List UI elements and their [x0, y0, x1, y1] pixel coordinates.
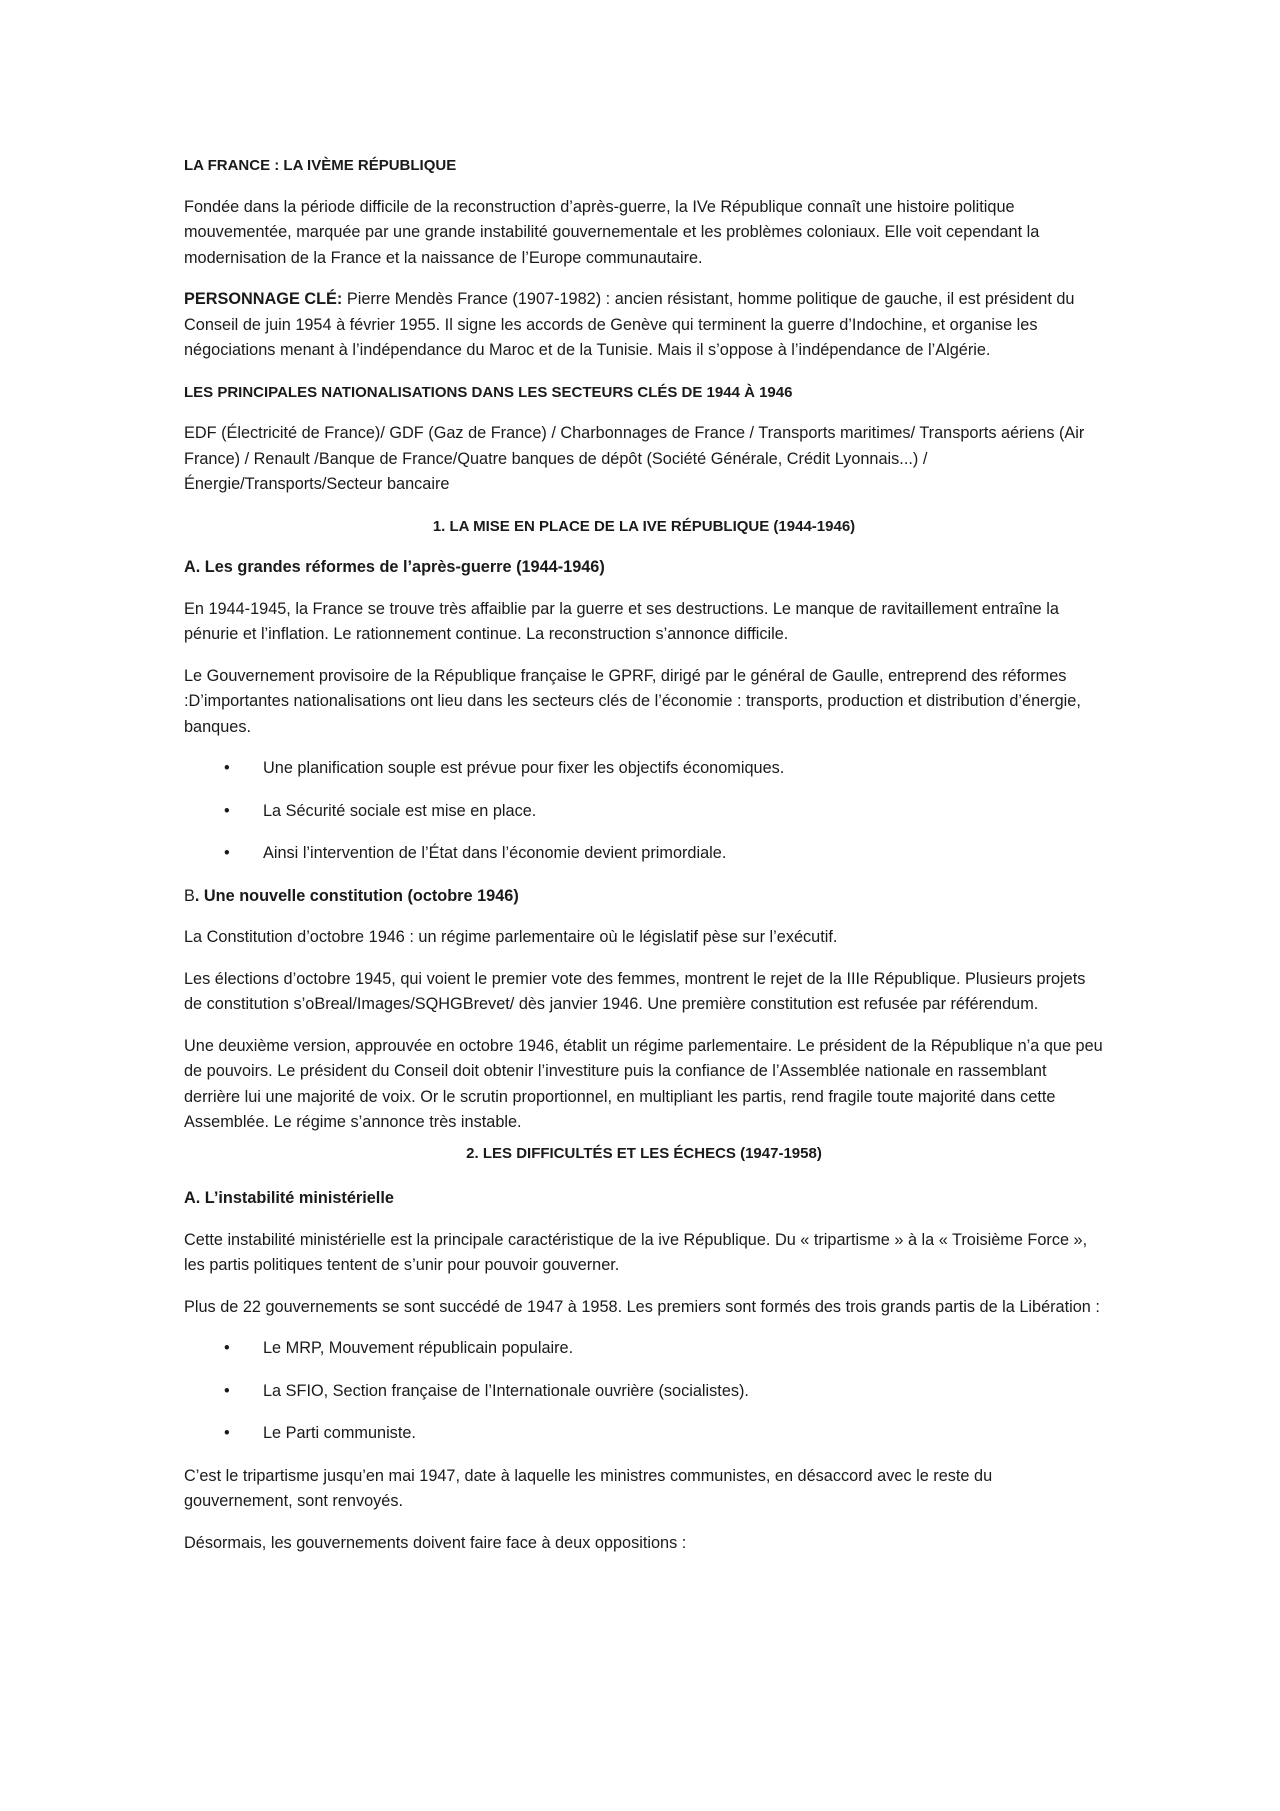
section-1b-paragraph-1: La Constitution d’octobre 1946 : un régime parlementaire où le législatif pèse sur l’exécutif.	[184, 928, 838, 946]
section-2a-title: A. L’instabilité ministérielle	[184, 1189, 394, 1207]
personnage-text: Pierre Mendès France (1907-1982) : ancien résistant, homme politique de gauche, il est président du Conseil de juin 1954 à février 1955. Il signe les accords de Genève qui terminent la guerre d’Indochine, et organise les négociations menant à l’indépendance du Maroc et de la Tunisie. Mais il s’oppose à l’indépendance de l’Algérie.	[184, 290, 1075, 359]
section-1a-bullet-list	[184, 756, 1104, 867]
list-item	[184, 1421, 1104, 1447]
section-2a-paragraph-3: C’est le tripartisme jusqu’en mai 1947, date à laquelle les ministres communistes, en désaccord avec le reste du gouvernement, sont renvoyés.	[184, 1466, 993, 1510]
section-1a-paragraph-1: En 1944-1945, la France se trouve très affaiblie par la guerre et ses destructions. Le manque de ravitaillement entraîne la pénurie et l’inflation. Le rationnement continue. La reconstruction s’annonce difficile.	[184, 599, 1059, 643]
bullet-icon: •	[224, 1381, 230, 1400]
list-item	[184, 1379, 1104, 1405]
section-1a-paragraph-2: Le Gouvernement provisoire de la République française le GPRF, dirigé par le général de Gaulle, entreprend des réformes :D’importantes nationalisations ont lieu dans les secteurs clés de l’économie : transports, production et distribution d’énergie, banques.	[184, 666, 1081, 736]
bullet-icon: •	[224, 1339, 230, 1357]
list-item-text: Le Parti communiste.	[263, 1424, 416, 1442]
section-2a-bullet-list	[184, 1336, 1104, 1447]
bullet-icon: •	[224, 1424, 230, 1442]
list-item	[184, 841, 1104, 867]
list-item-text: La Sécurité sociale est mise en place.	[263, 801, 537, 820]
section-2-title: 2. LES DIFFICULTÉS ET LES ÉCHECS (1947-1958)	[466, 1144, 822, 1162]
list-item-text: La SFIO, Section française de l’Internationale ouvrière (socialistes).	[263, 1381, 749, 1400]
personnage-label: PERSONNAGE CLÉ:	[184, 290, 343, 308]
section-2a-paragraph-4: Désormais, les gouvernements doivent faire face à deux oppositions :	[184, 1533, 687, 1552]
section-1b-title	[184, 884, 1104, 910]
section-1b-paragraph-3: Une deuxième version, approuvée en octobre 1946, établit un régime parlementaire. Le président de la République n’a que peu de pouvoirs. Le président du Conseil doit obtenir l’investiture puis la confiance de l’Assemblée nationale en rassemblant derrière lui une majorité de voix. Or le scrutin proportionnel, en multipliant les partis, rend fragile toute majorité dans cette Assemblée. Le régime s’annonce très instable.	[184, 1036, 1103, 1131]
section-1b-title-text: . Une nouvelle constitution (octobre 1946)	[194, 886, 519, 905]
section-1b-prefix: B	[184, 886, 195, 905]
list-item-text: Le MRP, Mouvement républicain populaire.	[263, 1339, 574, 1357]
list-item	[184, 1336, 1104, 1362]
section-2a-paragraph-2: Plus de 22 gouvernements se sont succédé de 1947 à 1958. Les premiers sont formés des trois grands partis de la Libération :	[184, 1297, 1100, 1316]
list-item	[184, 799, 1104, 825]
section-1b-paragraph-2: Les élections d’octobre 1945, qui voient le premier vote des femmes, montrent le rejet de la IIIe République. Plusieurs projets de constitution s’oBreal/Images/SQHGBrevet/ dès janvier 1946. Une première constitution est refusée par référendum.	[184, 969, 1086, 1013]
personnage-paragraph	[184, 287, 1104, 364]
bullet-icon: •	[224, 844, 230, 862]
bullet-icon: •	[224, 801, 230, 820]
nationalisations-paragraph: EDF (Électricité de France)/ GDF (Gaz de France) / Charbonnages de France / Transports maritimes/ Transports aériens (Air France) / Renault /Banque de France/Quatre banques de dépôt (Société Générale, Crédit Lyonnais...) /Énergie/Transports/Secteur bancaire	[184, 424, 1085, 493]
bullet-icon: •	[224, 759, 230, 777]
section-1a-title: A. Les grandes réformes de l’après-guerre (1944-1946)	[184, 558, 605, 576]
document-page	[184, 153, 1104, 1572]
document-title: LA FRANCE : LA IVÈME RÉPUBLIQUE	[184, 157, 457, 174]
list-item	[184, 756, 1104, 782]
list-item-text: Une planification souple est prévue pour fixer les objectifs économiques.	[263, 759, 785, 777]
intro-paragraph: Fondée dans la période difficile de la reconstruction d’après-guerre, la IVe République connaît une histoire politique mouvementée, marquée par une grande instabilité gouvernementale et les problèmes coloniaux. Elle voit cependant la modernisation de la France et la naissance de l’Europe communautaire.	[184, 197, 1040, 267]
list-item-text: Ainsi l’intervention de l’État dans l’économie devient primordiale.	[263, 844, 727, 862]
section-2a-paragraph-1: Cette instabilité ministérielle est la principale caractéristique de la ive République. Du « tripartisme » à la « Troisième Force », les partis politiques tentent de s’unir pour pouvoir gouverner.	[184, 1230, 1088, 1274]
section-1-title: 1. LA MISE EN PLACE DE LA IVE RÉPUBLIQUE (1944-1946)	[432, 517, 856, 535]
nationalisations-heading: LES PRINCIPALES NATIONALISATIONS DANS LES SECTEURS CLÉS DE 1944 À 1946	[184, 383, 793, 401]
